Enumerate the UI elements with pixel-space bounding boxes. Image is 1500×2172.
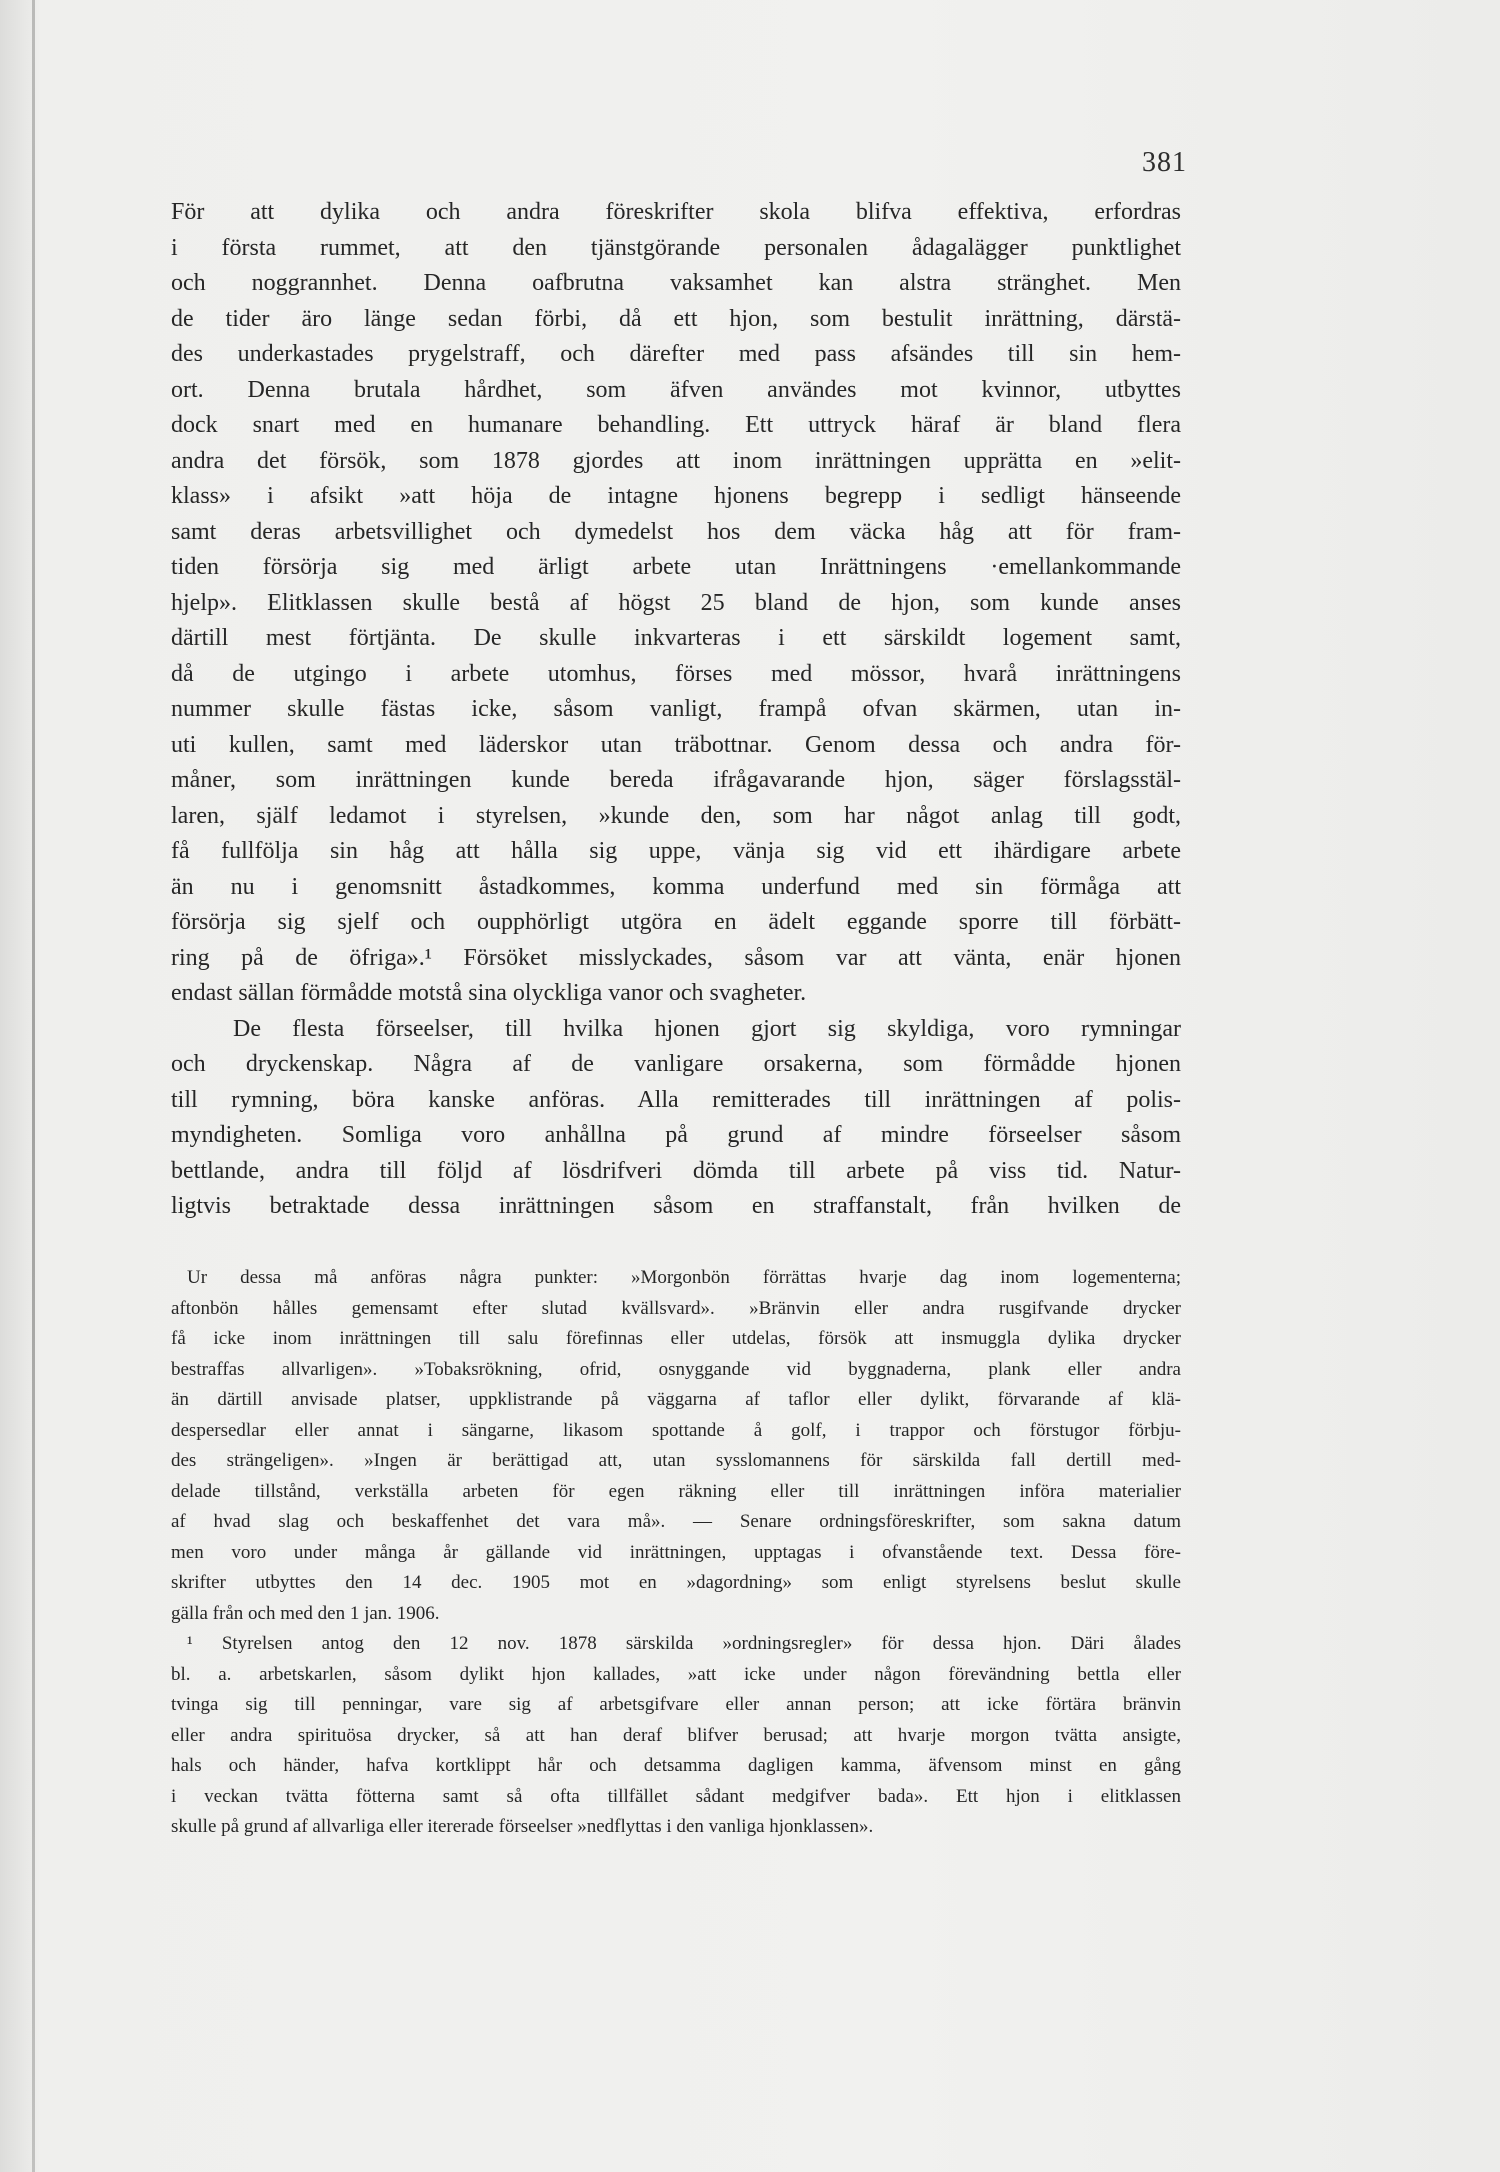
text-line: des underkastades prygelstraff, och därefter med pass afsändes till sin hem-: [171, 341, 1181, 367]
footnote-line: i veckan tvätta fötterna samt så ofta tillfället sådant medgifver bada». Ett hjon i elitklassen: [171, 1785, 1181, 1807]
text-line: till rymning, böra kanske anföras. Alla remitterades till inrättningen af polis-: [171, 1086, 1181, 1113]
text-line: ligtvis betraktade dessa inrättningen såsom en straffanstalt, från hvilken de: [171, 1193, 1181, 1219]
text-line: och dryckenskap. Några af de vanligare orsakerna, som förmådde hjonen: [171, 1051, 1181, 1077]
text-line: och noggrannhet. Denna oafbrutna vaksamhet kan alstra stränghet. Men: [171, 270, 1181, 296]
footnote-line: eller andra spirituösa drycker, så att han deraf blifver berusad; att hvarje morgon tvätta ansigte,: [171, 1724, 1181, 1746]
text-line: andra det försök, som 1878 gjordes att inom inrättningen upprätta en »elit-: [171, 447, 1181, 474]
footnote-line: ¹ Styrelsen antog den 12 nov. 1878 särskilda »ordningsregler» för dessa hjon. Däri ålades: [187, 1633, 1181, 1654]
text-line: dock snart med en humanare behandling. Ett uttryck häraf är bland flera: [171, 412, 1181, 438]
footnotes: [171, 1263, 1181, 1843]
text-line: ort. Denna brutala hårdhet, som äfven användes mot kvinnor, utbyttes: [171, 376, 1181, 403]
footnote-line: aftonbön hålles gemensamt efter slutad kvällsvard». »Bränvin eller andra rusgifvande drycker: [171, 1297, 1181, 1319]
text-line: få fullfölja sin håg att hålla sig uppe, vänja sig vid ett ihärdigare arbete: [171, 838, 1181, 864]
footnote-line: des strängeligen». »Ingen är berättigad att, utan sysslomannens för särskilda fall dertill med-: [171, 1450, 1181, 1471]
text-line: måner, som inrättningen kunde bereda ifrågavarande hjon, säger förslagsstäl-: [171, 767, 1181, 793]
text-line: tiden försörja sig med ärligt arbete utan Inrättningens ·emellankommande: [171, 554, 1181, 580]
text-line: försörja sig sjelf och oupphörligt utgöra en ädelt eggande sporre till förbätt-: [171, 909, 1181, 935]
text-line: laren, själf ledamot i styrelsen, »kunde den, som har något anlag till godt,: [171, 802, 1181, 829]
footnote-line: despersedlar eller annat i sängarne, likasom spottande å golf, i trappor och förstugor förbju-: [171, 1419, 1181, 1441]
footnote-line: delade tillstånd, verkställa arbeten för egen räkning eller till inrättningen införa materialier: [171, 1480, 1181, 1502]
footnote-line: skrifter utbyttes den 14 dec. 1905 mot en »dagordning» som enligt styrelsens beslut skulle: [171, 1572, 1181, 1593]
text-line: samt deras arbetsvillighet och dymedelst hos dem väcka håg att för fram-: [171, 518, 1181, 545]
page-number: 381: [1142, 147, 1187, 178]
footnote-line: gälla från och med den 1 jan. 1906.: [171, 1602, 440, 1624]
footnote-line: tvinga sig till penningar, vare sig af arbetsgifvare eller annan person; att icke förtära bränvin: [171, 1694, 1181, 1715]
text-line: myndigheten. Somliga voro anhållna på grund af mindre förseelser såsom: [171, 1122, 1181, 1148]
page-binding-edge: [32, 0, 35, 2172]
text-line: hjelp». Elitklassen skulle bestå af högst 25 bland de hjon, som kunde anses: [171, 589, 1181, 616]
footnote-line: skulle på grund af allvarliga eller itererade förseelser »nedflyttas i den vanliga hjonklassen».: [171, 1816, 874, 1837]
footnote-line: Ur dessa må anföras några punkter: »Morgonbön förrättas hvarje dag inom logementerna;: [187, 1267, 1181, 1288]
text-line: endast sällan förmådde motstå sina olyckliga vanor och svagheter.: [171, 980, 807, 1006]
footnote-line: få icke inom inrättningen till salu förefinnas eller utdelas, försök att insmuggla dylika drycker: [171, 1328, 1181, 1349]
text-line: i första rummet, att den tjänstgörande personalen ådagalägger punktlighet: [171, 234, 1181, 261]
text-line: då de utgingo i arbete utomhus, förses med mössor, hvarå inrättningens: [171, 660, 1181, 687]
footnote-line: än därtill anvisade platser, uppklistrande på väggarna af taflor eller dylikt, förvarande af klä-: [171, 1389, 1181, 1410]
text-line: än nu i genomsnitt åstadkommes, komma underfund med sin förmåga att: [171, 873, 1181, 900]
text-line: ring på de öfriga».¹ Försöket misslyckades, såsom var att vänta, enär hjonen: [171, 944, 1181, 971]
text-line: de tider äro länge sedan förbi, då ett hjon, som bestulit inrättning, därstä-: [171, 305, 1181, 332]
footnote-line: bl. a. arbetskarlen, såsom dylikt hjon kallades, »att icke under någon förevändning bettla eller: [171, 1663, 1181, 1685]
footnote-line: af hvad slag och beskaffenhet det vara må». — Senare ordningsföreskrifter, som sakna datum: [171, 1511, 1181, 1532]
text-line: klass» i afsikt »att höja de intagne hjonens begrepp i sedligt hänseende: [171, 483, 1181, 509]
text-line: bettlande, andra till följd af lösdrifveri dömda till arbete på viss tid. Natur-: [171, 1157, 1181, 1184]
text-line: För att dylika och andra föreskrifter skola blifva effektiva, erfordras: [171, 199, 1181, 225]
footnote-line: hals och händer, hafva kortklippt hår och detsamma dagligen kamma, äfvensom minst en gång: [171, 1755, 1181, 1776]
text-line: därtill mest förtjänta. De skulle inkvarteras i ett särskildt logement samt,: [171, 625, 1181, 651]
text-line: uti kullen, samt med läderskor utan träbottnar. Genom dessa och andra för-: [171, 731, 1181, 758]
main-text: [171, 195, 1181, 1225]
footnote-line: bestraffas allvarligen». »Tobaksrökning, ofrid, osnyggande vid byggnaderna, plank eller andra: [171, 1358, 1181, 1380]
text-line: nummer skulle fästas icke, såsom vanligt, frampå ofvan skärmen, utan in-: [171, 696, 1181, 722]
footnote-line: men voro under många år gällande vid inrättningen, upptagas i ofvanstående text. Dessa före-: [171, 1541, 1181, 1563]
text-line: De flesta förseelser, till hvilka hjonen gjort sig skyldiga, voro rymningar: [233, 1015, 1181, 1042]
